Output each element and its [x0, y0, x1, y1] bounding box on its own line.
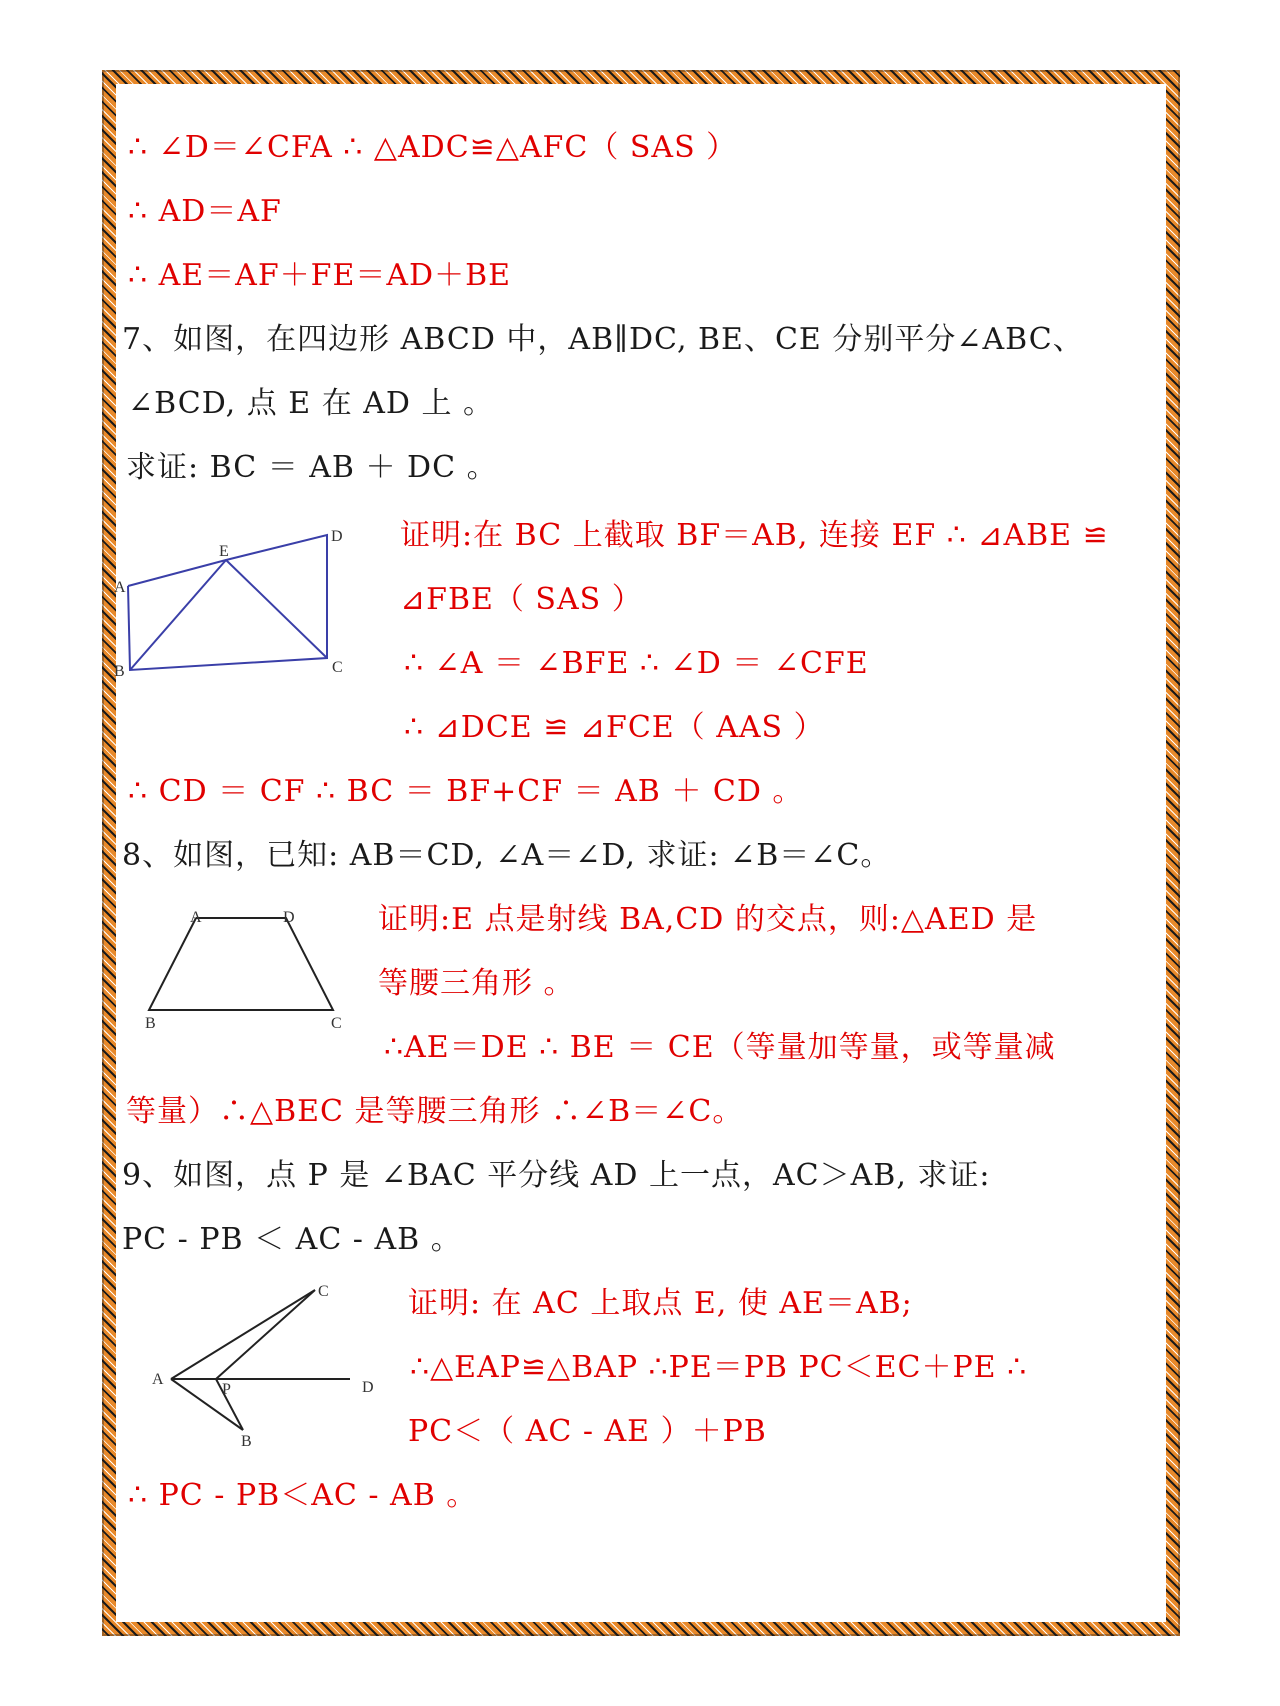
problem9-statement-line1: 9、如图，点 P 是 ∠BAC 平分线 AD 上一点，AC＞AB, 求证: [122, 1158, 991, 1193]
label-a: A [190, 909, 202, 926]
problem9-proof-line-3: PC＜（ AC - AE ）＋PB [408, 1414, 767, 1449]
label-b: B [241, 1433, 252, 1450]
problem9-diagram [150, 1280, 390, 1450]
problem8-diagram [140, 900, 370, 1030]
quadrilateral-abcd-figure [110, 520, 350, 690]
prev-proof-line-1: ∴ ∠D＝∠CFA ∴ △ADC≌△AFC（ SAS ） [128, 130, 738, 165]
trapezoid-abcd-figure [140, 900, 370, 1030]
label-d: D [283, 909, 295, 926]
problem7-conclusion: ∴ CD ＝ CF ∴ BC ＝ BF+CF ＝ AB ＋ CD 。 [128, 774, 804, 809]
problem8-proof-line-2: 等腰三角形 。 [378, 966, 575, 1001]
label-b: B [145, 1015, 156, 1032]
label-e: E [219, 543, 229, 560]
label-b: B [114, 663, 125, 680]
label-a: A [114, 579, 126, 596]
prev-proof-line-3: ∴ AE＝AF＋FE＝AD＋BE [128, 258, 512, 293]
label-c: C [331, 1015, 342, 1032]
problem7-proof-line-1: 证明:在 BC 上截取 BF＝AB, 连接 EF ∴ ⊿ABE ≌ [400, 518, 1109, 553]
problem9-proof-line-2: ∴△EAP≌△BAP ∴PE＝PB PC＜EC＋PE ∴ [410, 1350, 1028, 1385]
label-p: P [222, 1381, 231, 1398]
problem7-proof-line-2: ⊿FBE（ SAS ） [400, 582, 643, 617]
label-c: C [318, 1283, 329, 1300]
problem7-prove-statement: 求证: BC ＝ AB ＋ DC 。 [126, 450, 498, 485]
problem9-proof-line-1: 证明: 在 AC 上取点 E, 使 AE＝AB; [408, 1286, 913, 1321]
prev-proof-line-2: ∴ AD＝AF [128, 194, 282, 229]
label-c: C [332, 659, 343, 676]
problem9-conclusion: ∴ PC - PB＜AC - AB 。 [128, 1478, 478, 1513]
label-d: D [362, 1379, 374, 1396]
problem7-statement-line1: 7、如图，在四边形 ABCD 中，AB∥DC, BE、CE 分别平分∠ABC、 [122, 322, 1084, 357]
problem9-statement-line2: PC - PB ＜ AC - AB 。 [122, 1222, 462, 1257]
problem8-statement: 8、如图，已知: AB＝CD, ∠A＝∠D, 求证: ∠B＝∠C。 [122, 838, 892, 873]
problem8-proof-line-3: ∴AE＝DE ∴ BE ＝ CE（等量加等量，或等量减 [384, 1030, 1056, 1065]
angle-bisector-figure [150, 1280, 390, 1450]
label-a: A [152, 1371, 164, 1388]
problem7-statement-line2: ∠BCD, 点 E 在 AD 上 。 [128, 386, 495, 421]
problem7-proof-line-3: ∴ ∠A ＝ ∠BFE ∴ ∠D ＝ ∠CFE [404, 646, 869, 681]
problem8-proof-line-1: 证明:E 点是射线 BA,CD 的交点，则:△AED 是 [378, 902, 1038, 937]
problem8-conclusion: 等量）∴△BEC 是等腰三角形 ∴∠B＝∠C。 [126, 1094, 744, 1129]
problem7-diagram [110, 520, 350, 690]
problem7-proof-line-4: ∴ ⊿DCE ≌ ⊿FCE（ AAS ） [404, 710, 825, 745]
label-d: D [331, 528, 343, 545]
